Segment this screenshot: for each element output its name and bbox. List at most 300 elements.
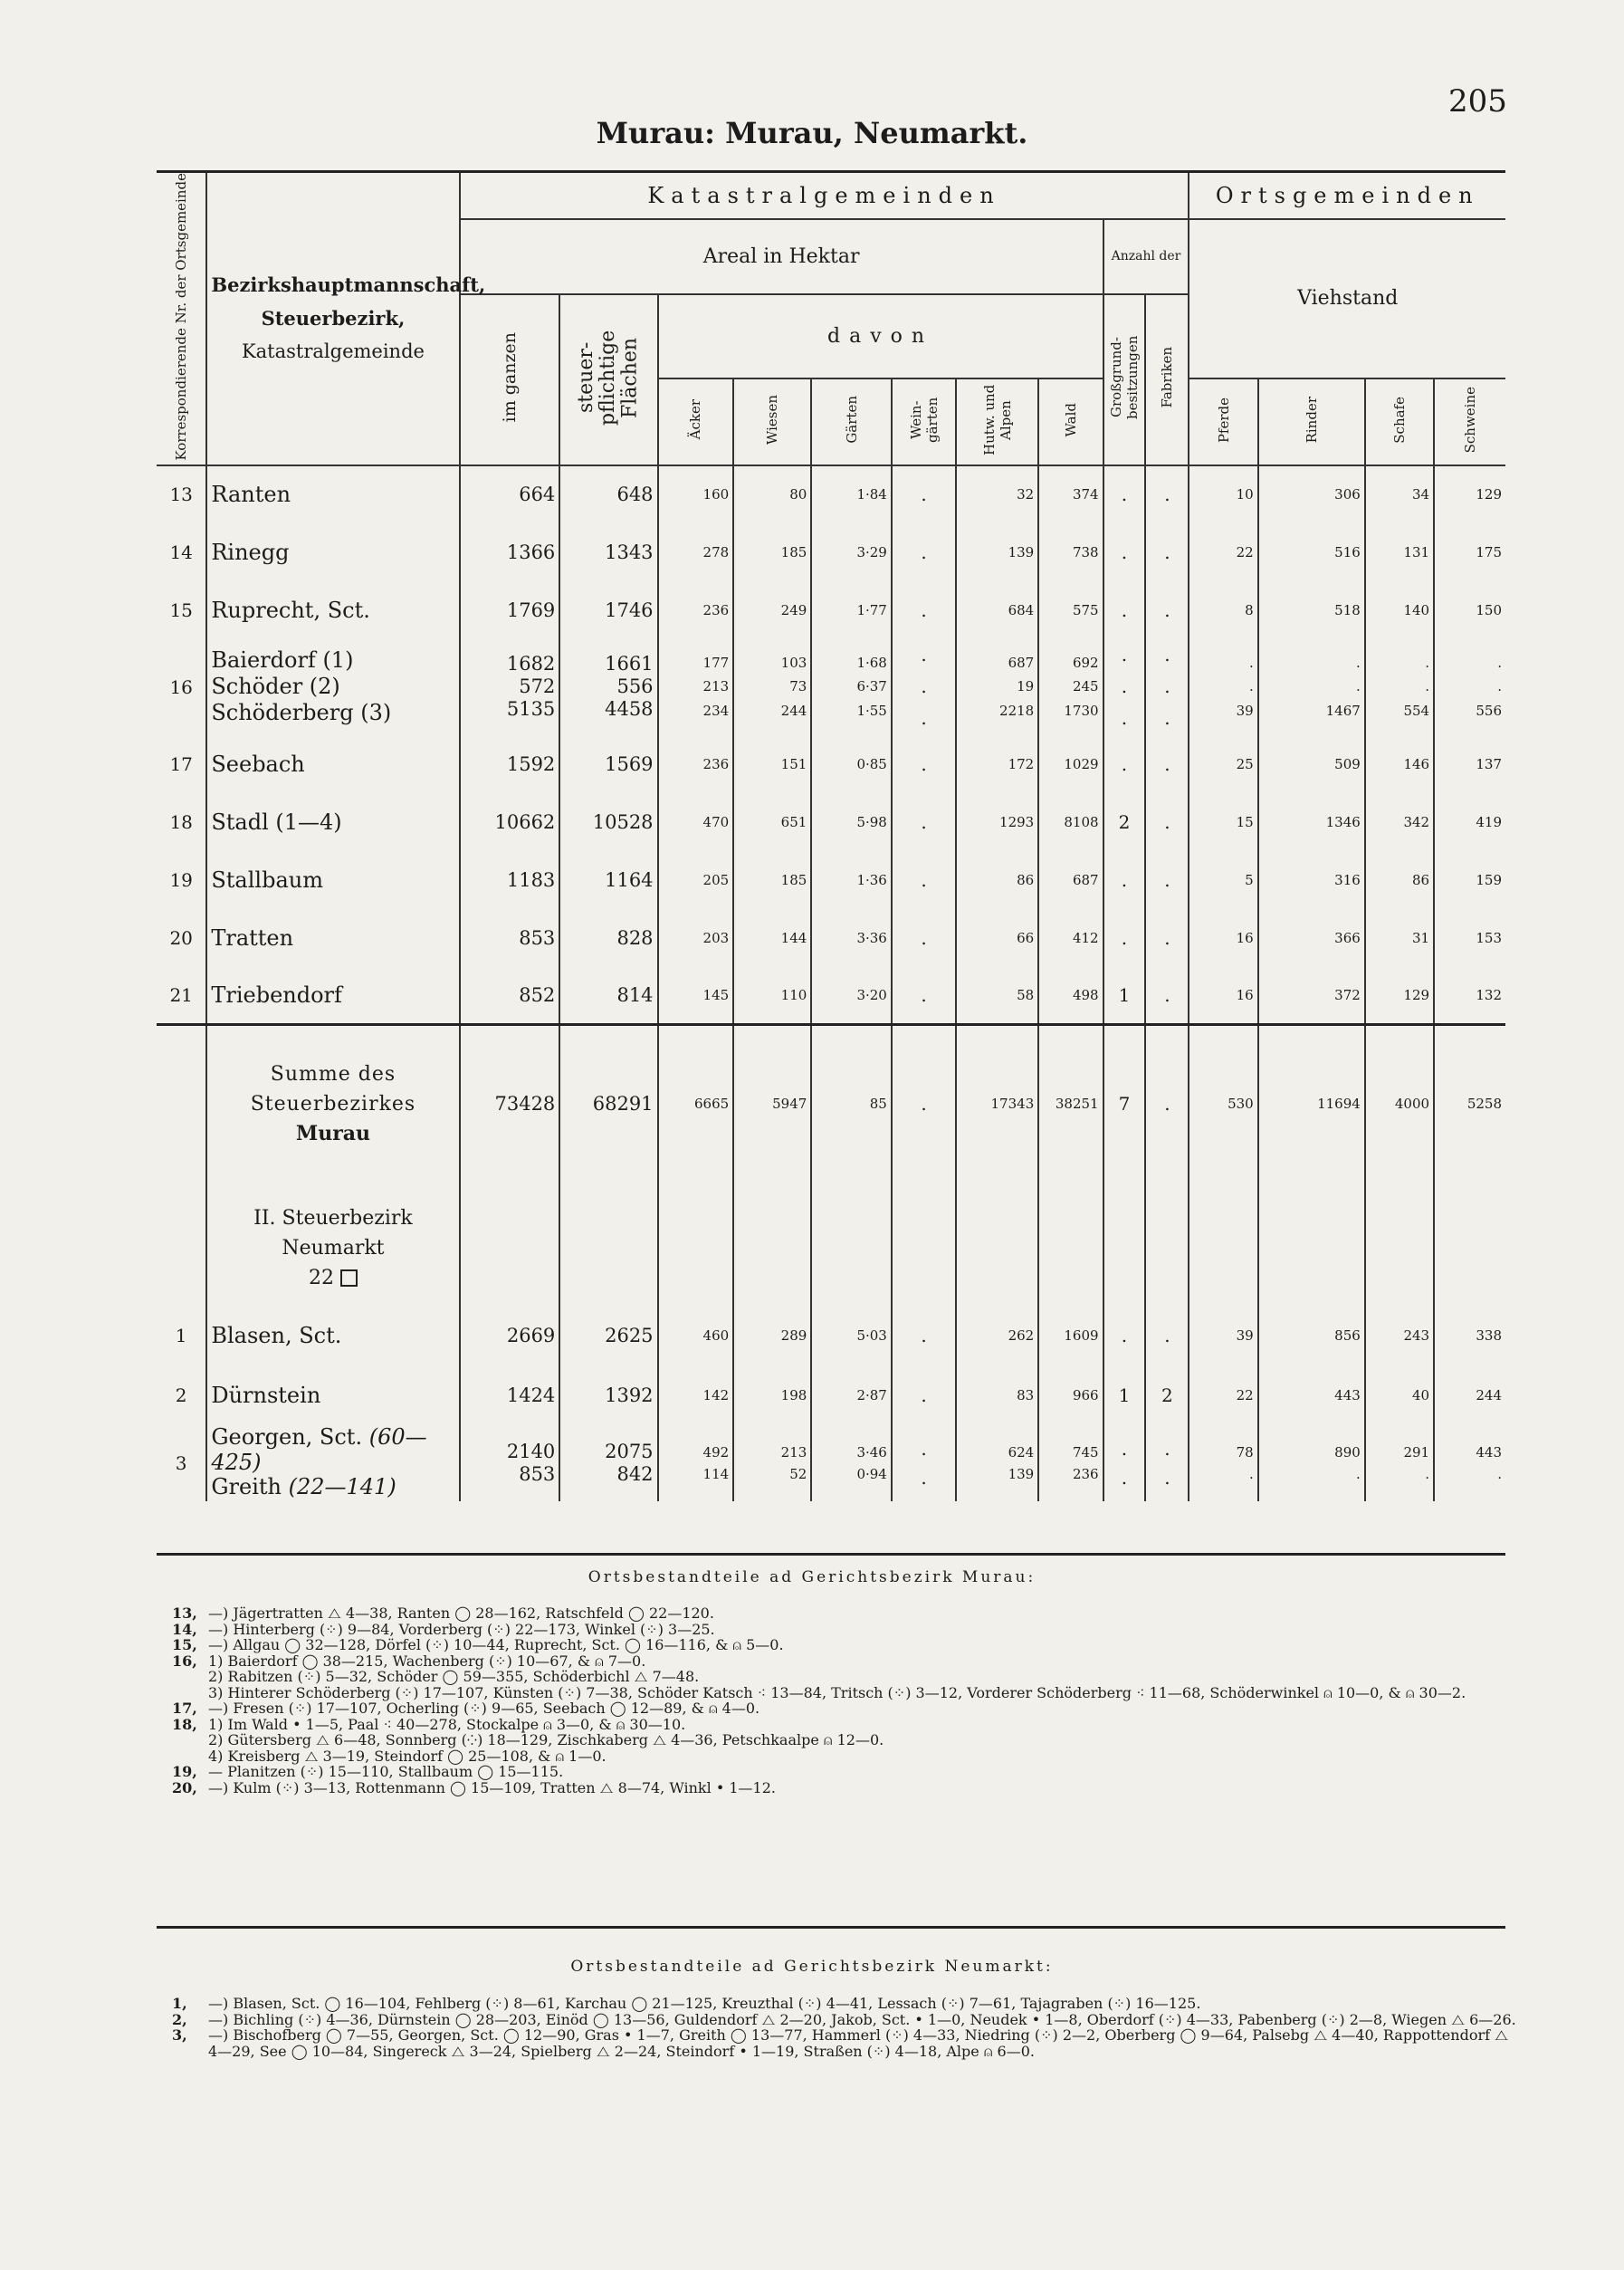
cell-gaerten: 2·87 <box>811 1365 892 1425</box>
cell-value: 19 <box>1017 678 1035 695</box>
cell-wiesen: 5947 <box>733 1025 811 1183</box>
cell-value: . <box>921 707 927 730</box>
footnote-line <box>172 2012 1516 2028</box>
cell-rinder: 11694 <box>1258 1025 1365 1183</box>
cell-hutw: 684 <box>956 581 1038 639</box>
cell-value: . <box>1497 678 1502 695</box>
cell-value: . <box>1425 655 1430 672</box>
cell-pferde: 22 <box>1189 1365 1257 1425</box>
footnote-number <box>172 1669 208 1685</box>
cell-rinder: 1346 <box>1258 793 1365 851</box>
cell-value: . <box>1121 675 1128 698</box>
cell-value: . <box>921 675 927 698</box>
cell-schweine: 159 <box>1434 851 1505 909</box>
cell-gaerten: 3·20 <box>811 967 892 1025</box>
cell-hutw: 172 <box>956 735 1038 793</box>
cell-steuer <box>559 1425 657 1501</box>
empty-cell <box>1103 1183 1146 1306</box>
cell-rinder <box>1258 639 1365 735</box>
cell-value: 0·94 <box>856 1465 887 1482</box>
cell-gross: 1 <box>1103 1365 1146 1425</box>
cell-rinder: 306 <box>1258 465 1365 523</box>
cell-aecker <box>658 639 734 735</box>
cell-gaerten: 5·03 <box>811 1306 892 1365</box>
footnote-line <box>172 1685 1516 1701</box>
header-weingaerten: Wein- gärten <box>892 378 956 465</box>
footnote-number: 18, <box>172 1715 197 1733</box>
cell-wiesen: 144 <box>733 909 811 967</box>
row-number: 3 <box>175 1451 187 1474</box>
gemeinde-name: Baierdorf (1) <box>211 647 354 674</box>
cell-gaerten: 1·36 <box>811 851 892 909</box>
cell-gross: . <box>1103 581 1146 639</box>
footnote-heading-neumarkt: Ortsbestandteile ad Gerichtsbezirk Neumarkt: <box>570 1958 1054 1976</box>
neumarkt-heading <box>157 1183 1505 1306</box>
gemeinde-name: Tratten <box>206 909 459 967</box>
cell-value: 73 <box>789 678 807 695</box>
cell-value: . <box>1248 678 1254 695</box>
cell-value: 5135 <box>506 698 556 721</box>
range-note: (60—425) <box>211 1424 427 1475</box>
cell-aecker: 205 <box>658 851 734 909</box>
cell-schweine: 175 <box>1434 523 1505 581</box>
cell-hutw: 58 <box>956 967 1038 1025</box>
cell-value: 4458 <box>605 698 654 721</box>
cell-steuer: 828 <box>559 909 657 967</box>
cell-value: 213 <box>702 678 730 695</box>
cell-schafe <box>1365 1425 1434 1501</box>
cell-schafe: 342 <box>1365 793 1434 851</box>
cell-value: 39 <box>1236 702 1254 719</box>
footnote-text: 4) Kreisberg ⧍ 3—19, Steindorf ◯ 25—108, & ⍝ 1—0. <box>208 1747 607 1765</box>
cell-value: 1467 <box>1325 702 1361 719</box>
footnote-line <box>172 1653 1516 1670</box>
cell-schafe: 34 <box>1365 465 1434 523</box>
cell-aecker: 160 <box>658 465 734 523</box>
cell-value: 492 <box>702 1443 730 1461</box>
row-number: 14 <box>169 541 193 563</box>
empty-cell <box>157 1025 206 1183</box>
row-16 <box>157 639 1505 735</box>
cell-wein: . <box>892 909 956 967</box>
footnote-number: 19, <box>172 1763 197 1780</box>
gemeinde-name: Ruprecht, Sct. <box>206 581 459 639</box>
header-gaerten: Gärten <box>811 378 892 465</box>
cell-wein: . <box>892 581 956 639</box>
cell-value: 177 <box>702 655 730 672</box>
cell-wein: . <box>892 1025 956 1183</box>
cell-wiesen: 185 <box>733 523 811 581</box>
cell-gross: . <box>1103 465 1146 523</box>
cell-ganzen: 1183 <box>460 851 560 909</box>
empty-cell <box>1189 1183 1257 1306</box>
cell-rinder <box>1258 1425 1365 1501</box>
cell-value: 745 <box>1072 1443 1099 1461</box>
cell-value: 842 <box>616 1462 654 1485</box>
footnote-line <box>172 2027 1516 2059</box>
cell-gross: . <box>1103 1306 1146 1365</box>
summe-row <box>157 1025 1505 1183</box>
cell-steuer: 1164 <box>559 851 657 909</box>
cell-aecker <box>658 1425 734 1501</box>
footnote-number: 14, <box>172 1620 197 1638</box>
header-bezirk: Bezirkshauptmannschaft, Steuerbezirk, Katastralgemeinde <box>206 172 459 465</box>
cell-wald: 412 <box>1038 909 1103 967</box>
gemeinde-name: Georgen, Sct. <box>211 1424 363 1451</box>
footnote-number <box>172 1748 208 1765</box>
footnote-line <box>172 1622 1516 1638</box>
cell-schafe: 86 <box>1365 851 1434 909</box>
cell-fabr: . <box>1145 581 1189 639</box>
cell-hutw: 139 <box>956 523 1038 581</box>
table-row <box>157 1425 1505 1501</box>
footnotes-neumarkt <box>172 1996 1516 2059</box>
cell-value: 1·55 <box>856 702 887 719</box>
cell-value: . <box>921 644 927 666</box>
cell-gross: 7 <box>1103 1025 1146 1183</box>
empty-cell <box>1145 1183 1189 1306</box>
cell-value: 139 <box>1008 1465 1035 1482</box>
cell-wald: 1029 <box>1038 735 1103 793</box>
cell-value: 234 <box>702 702 730 719</box>
cell-wald: 38251 <box>1038 1025 1103 1183</box>
table-row <box>157 581 1505 639</box>
footnote-text: —) Jägertratten ⧍ 4—38, Ranten ◯ 28—162, Ratschfeld ◯ 22—120. <box>208 1604 714 1622</box>
cell-steuer: 1746 <box>559 581 657 639</box>
header-katastralgemeinden: Katastralgemeinden <box>460 172 1189 219</box>
cell-wein: . <box>892 465 956 523</box>
table-row <box>157 909 1505 967</box>
header-areal: Areal in Hektar <box>460 219 1103 294</box>
cell-value: 3·46 <box>856 1443 887 1461</box>
row-number: 19 <box>169 868 193 891</box>
table-row <box>157 1025 1505 1183</box>
cell-aecker: 6665 <box>658 1025 734 1183</box>
cell-pferde: 22 <box>1189 523 1257 581</box>
cell-gross: . <box>1103 909 1146 967</box>
cell-gaerten: 85 <box>811 1025 892 1183</box>
cell-ganzen: 852 <box>460 967 560 1025</box>
cell-schweine <box>1434 1425 1505 1501</box>
header-im-ganzen: im ganzen <box>460 294 560 465</box>
cell-wein: . <box>892 523 956 581</box>
summe-label: Summe des Steuerbezirkes Murau <box>206 1025 459 1183</box>
table-row <box>157 1365 1505 1425</box>
footnote-number: 3, <box>172 2026 187 2044</box>
cell-fabr <box>1145 1425 1189 1501</box>
cell-wald <box>1038 1425 1103 1501</box>
footnote-text: —) Bichling (⁘) 4—36, Dürnstein ◯ 28—203, Einöd ◯ 13—56, Guldendorf ⧍ 2—20, Jakob, Sct. • 1—0, Neudek • 1—8, Oberdorf (⁘) 4—33, Pabenberg (⁘) 2—8, Wiegen ⧍ 6—26. <box>208 2010 1516 2028</box>
cell-wald: 498 <box>1038 967 1103 1025</box>
gemeinde-name: Greith <box>211 1474 282 1500</box>
cell-value: . <box>1248 1465 1254 1482</box>
cell-steuer: 1569 <box>559 735 657 793</box>
cell-rinder: 516 <box>1258 523 1365 581</box>
cell-gaerten <box>811 1425 892 1501</box>
cell-value: 556 <box>616 675 654 697</box>
cell-fabr: . <box>1145 851 1189 909</box>
footnotes-murau <box>172 1605 1516 1796</box>
page-title: Murau: Murau, Neumarkt. <box>596 116 1028 150</box>
footnote-number: 20, <box>172 1778 197 1796</box>
cell-value: 6·37 <box>856 678 887 695</box>
cell-value: . <box>1121 644 1128 666</box>
cell-value: 1682 <box>506 652 556 675</box>
header-rinder: Rinder <box>1258 378 1365 465</box>
cell-aecker: 278 <box>658 523 734 581</box>
header-fabriken: Fabriken <box>1145 294 1189 465</box>
row-number: 16 <box>169 675 193 698</box>
empty-cell <box>733 1183 811 1306</box>
cell-ganzen <box>460 639 560 735</box>
table-row <box>157 851 1505 909</box>
cell-hutw: 32 <box>956 465 1038 523</box>
footnote-number <box>172 1685 208 1701</box>
cell-value: 1730 <box>1064 702 1099 719</box>
cell-wiesen: 185 <box>733 851 811 909</box>
cell-wiesen: 249 <box>733 581 811 639</box>
footnote-line <box>172 1764 1516 1780</box>
cell-value: 291 <box>1403 1443 1430 1461</box>
cell-pferde: 530 <box>1189 1025 1257 1183</box>
row-number: 15 <box>169 599 193 621</box>
cell-wiesen <box>733 1425 811 1501</box>
cell-wiesen: 80 <box>733 465 811 523</box>
cell-gross: . <box>1103 735 1146 793</box>
footnote-text: 3) Hinterer Schöderberg (⁘) 17—107, Künsten (⁘) 7—38, Schöder Katsch ⁖ 13—84, Tritsch (⁘) 3—12, Vorderer Schöderberg ⁖ 11—68, Schöderwinkel ⍝ 10—0, & ⍝ 30—2. <box>208 1683 1466 1701</box>
row-number: 17 <box>169 752 193 775</box>
table-row <box>157 465 1505 523</box>
header-pferde: Pferde <box>1189 378 1257 465</box>
row-number: 21 <box>169 983 193 1006</box>
cell-value: 236 <box>1072 1465 1099 1482</box>
footnote-line <box>172 1700 1516 1717</box>
header-steuerpflichtig: steuer- pflichtige Flächen <box>559 294 657 465</box>
cell-fabr: . <box>1145 967 1189 1025</box>
footnote-text: —) Fresen (⁘) 17—107, Ocherling (⁘) 9—65, Seebach ◯ 12—89, & ⍝ 4—0. <box>208 1700 760 1717</box>
cell-fabr: . <box>1145 793 1189 851</box>
cell-schafe <box>1365 639 1434 735</box>
table-row <box>157 735 1505 793</box>
footnote-number: 2, <box>172 2010 187 2028</box>
cell-rinder: 518 <box>1258 581 1365 639</box>
cell-schafe: 131 <box>1365 523 1434 581</box>
cell-hutw: 17343 <box>956 1025 1038 1183</box>
cell-pferde <box>1189 1425 1257 1501</box>
footnote-text: —) Blasen, Sct. ◯ 16—104, Fehlberg (⁘) 8—61, Karchau ◯ 21—125, Kreuzthal (⁘) 4—41, Lessach (⁘) 7—61, Tajagraben (⁘) 16—125. <box>208 1995 1201 2012</box>
cell-steuer: 814 <box>559 967 657 1025</box>
cell-pferde: 39 <box>1189 1306 1257 1365</box>
cell-wald: 966 <box>1038 1365 1103 1425</box>
cell-schafe: 140 <box>1365 581 1434 639</box>
footnote-line <box>172 1669 1516 1685</box>
rows-murau <box>157 465 1505 639</box>
cell-value: 1661 <box>605 652 654 675</box>
cell-pferde: 16 <box>1189 967 1257 1025</box>
cell-gross <box>1103 639 1146 735</box>
empty-cell <box>559 1183 657 1306</box>
cell-steuer <box>559 639 657 735</box>
cell-schweine: 150 <box>1434 581 1505 639</box>
header-davon: davon <box>658 294 1103 378</box>
cell-fabr: 2 <box>1145 1365 1189 1425</box>
cell-aecker: 203 <box>658 909 734 967</box>
statistics-table <box>157 170 1505 1501</box>
cell-value: . <box>1164 675 1170 698</box>
cell-steuer: 10528 <box>559 793 657 851</box>
cell-wald: 738 <box>1038 523 1103 581</box>
header-aecker: Äcker <box>658 378 734 465</box>
cell-aecker: 142 <box>658 1365 734 1425</box>
footnote-number: 16, <box>172 1652 197 1670</box>
cell-value: 2140 <box>506 1441 556 1463</box>
cell-ganzen <box>460 1425 560 1501</box>
cell-value: 556 <box>1476 702 1502 719</box>
cell-value: 443 <box>1476 1443 1502 1461</box>
cell-wiesen: 289 <box>733 1306 811 1365</box>
cell-gaerten <box>811 639 892 735</box>
cell-gross: 1 <box>1103 967 1146 1025</box>
header-grossgrund: Großgrund- besitzungen <box>1103 294 1146 465</box>
cell-steuer: 2625 <box>559 1306 657 1365</box>
cell-ganzen: 10662 <box>460 793 560 851</box>
cell-value: 572 <box>519 675 556 697</box>
cell-schafe: 146 <box>1365 735 1434 793</box>
cell-value: . <box>1497 1465 1502 1482</box>
cell-rinder: 443 <box>1258 1365 1365 1425</box>
empty-cell <box>1365 1183 1434 1306</box>
cell-value: . <box>1121 707 1128 730</box>
cell-schafe: 31 <box>1365 909 1434 967</box>
cell-wein: . <box>892 793 956 851</box>
footnote-text: 1) Baierdorf ◯ 38—215, Wachenberg (⁘) 10—67, & ⍝ 7—0. <box>208 1652 646 1670</box>
cell-ganzen: 853 <box>460 909 560 967</box>
cell-value: . <box>1425 678 1430 695</box>
cell-value: . <box>1164 1466 1170 1489</box>
footnote-text: —) Allgau ◯ 32—128, Dörfel (⁘) 10—44, Ruprecht, Sct. ◯ 16—116, & ⍝ 5—0. <box>208 1636 784 1653</box>
cell-gaerten: 0·85 <box>811 735 892 793</box>
cell-pferde: 8 <box>1189 581 1257 639</box>
cell-fabr: . <box>1145 1025 1189 1183</box>
gemeinde-name: Seebach <box>206 735 459 793</box>
cell-value: . <box>1248 655 1254 672</box>
cell-schweine: 244 <box>1434 1365 1505 1425</box>
cell-value: 244 <box>780 702 807 719</box>
cell-hutw: 1293 <box>956 793 1038 851</box>
cell-gaerten: 1·77 <box>811 581 892 639</box>
footnote-line <box>172 1996 1516 2012</box>
cell-schafe: 129 <box>1365 967 1434 1025</box>
header-viehstand: Viehstand <box>1189 219 1505 378</box>
cell-value: . <box>1121 1437 1128 1460</box>
cell-fabr <box>1145 639 1189 735</box>
cell-value: 687 <box>1008 655 1035 672</box>
cell-wald <box>1038 639 1103 735</box>
footnote-heading-murau: Ortsbestandteile ad Gerichtsbezirk Murau: <box>588 1568 1036 1586</box>
table-row <box>157 1306 1505 1365</box>
cell-pferde: 15 <box>1189 793 1257 851</box>
header-wiesen: Wiesen <box>733 378 811 465</box>
range-note: (22—141) <box>288 1474 396 1500</box>
grid-symbol-icon <box>340 1269 358 1287</box>
cell-wald: 687 <box>1038 851 1103 909</box>
footnote-number: 17, <box>172 1700 197 1717</box>
cell-wein: . <box>892 1365 956 1425</box>
cell-ganzen: 73428 <box>460 1025 560 1183</box>
cell-value: 213 <box>780 1443 807 1461</box>
cell-pferde <box>1189 639 1257 735</box>
cell-schafe: 4000 <box>1365 1025 1434 1183</box>
cell-pferde: 25 <box>1189 735 1257 793</box>
footnote-line <box>172 1637 1516 1653</box>
cell-aecker: 236 <box>658 735 734 793</box>
cell-schweine: 338 <box>1434 1306 1505 1365</box>
cell-schweine: 137 <box>1434 735 1505 793</box>
cell-rinder: 366 <box>1258 909 1365 967</box>
cell-gaerten: 3·36 <box>811 909 892 967</box>
cell-wiesen: 651 <box>733 793 811 851</box>
cell-hutw <box>956 639 1038 735</box>
cell-value: 624 <box>1008 1443 1035 1461</box>
cell-value: . <box>1425 1465 1430 1482</box>
cell-value: . <box>921 1466 927 1489</box>
cell-rinder: 856 <box>1258 1306 1365 1365</box>
cell-schweine: 153 <box>1434 909 1505 967</box>
cell-steuer: 1343 <box>559 523 657 581</box>
footnote-text: —) Kulm (⁘) 3—13, Rottenmann ◯ 15—109, Tratten ⧍ 8—74, Winkl • 1—12. <box>208 1778 776 1796</box>
cell-value: 554 <box>1403 702 1430 719</box>
cell-ganzen: 1424 <box>460 1365 560 1425</box>
cell-ganzen: 1366 <box>460 523 560 581</box>
cell-wiesen: 110 <box>733 967 811 1025</box>
cell-fabr: . <box>1145 465 1189 523</box>
empty-cell <box>658 1183 734 1306</box>
row-number: 18 <box>169 810 193 833</box>
empty-cell <box>956 1183 1038 1306</box>
empty-cell <box>460 1183 560 1306</box>
cell-ganzen: 2669 <box>460 1306 560 1365</box>
cell-wein: . <box>892 967 956 1025</box>
footnote-line <box>172 1732 1516 1748</box>
cell-aecker: 470 <box>658 793 734 851</box>
cell-wein: . <box>892 1306 956 1365</box>
gemeinde-names <box>206 639 459 735</box>
empty-cell <box>811 1183 892 1306</box>
gemeinde-name: Dürnstein <box>206 1365 459 1425</box>
neumarkt-label: II. Steuerbezirk Neumarkt 22 <box>206 1183 459 1306</box>
page-number: 205 <box>1448 83 1507 120</box>
rows-neumarkt <box>157 1306 1505 1425</box>
empty-cell <box>1434 1183 1505 1306</box>
footnote-text: 2) Rabitzen (⁘) 5—32, Schöder ◯ 59—355, Schöderbichl ⧍ 7—48. <box>208 1668 700 1685</box>
gemeinde-name: Rinegg <box>206 523 459 581</box>
cell-fabr: . <box>1145 1306 1189 1365</box>
cell-value: 78 <box>1236 1443 1254 1461</box>
separator-line <box>157 1553 1505 1556</box>
cell-ganzen: 1592 <box>460 735 560 793</box>
gemeinde-name: Schöder (2) <box>211 674 340 700</box>
cell-schweine: 132 <box>1434 967 1505 1025</box>
footnote-text: 2) Gütersberg ⧍ 6—48, Sonnberg (⁘) 18—129, Zischkaberg ⧍ 4—36, Petschkaalpe ⍝ 12—0. <box>208 1731 884 1748</box>
row-number: 20 <box>169 926 193 949</box>
cell-gaerten: 3·29 <box>811 523 892 581</box>
cell-hutw: 86 <box>956 851 1038 909</box>
gemeinde-name: Blasen, Sct. <box>206 1306 459 1365</box>
footnote-text: — Planitzen (⁘) 15—110, Stallbaum ◯ 15—115. <box>208 1763 564 1780</box>
cell-value: . <box>1356 678 1361 695</box>
cell-wald: 8108 <box>1038 793 1103 851</box>
cell-wald: 575 <box>1038 581 1103 639</box>
